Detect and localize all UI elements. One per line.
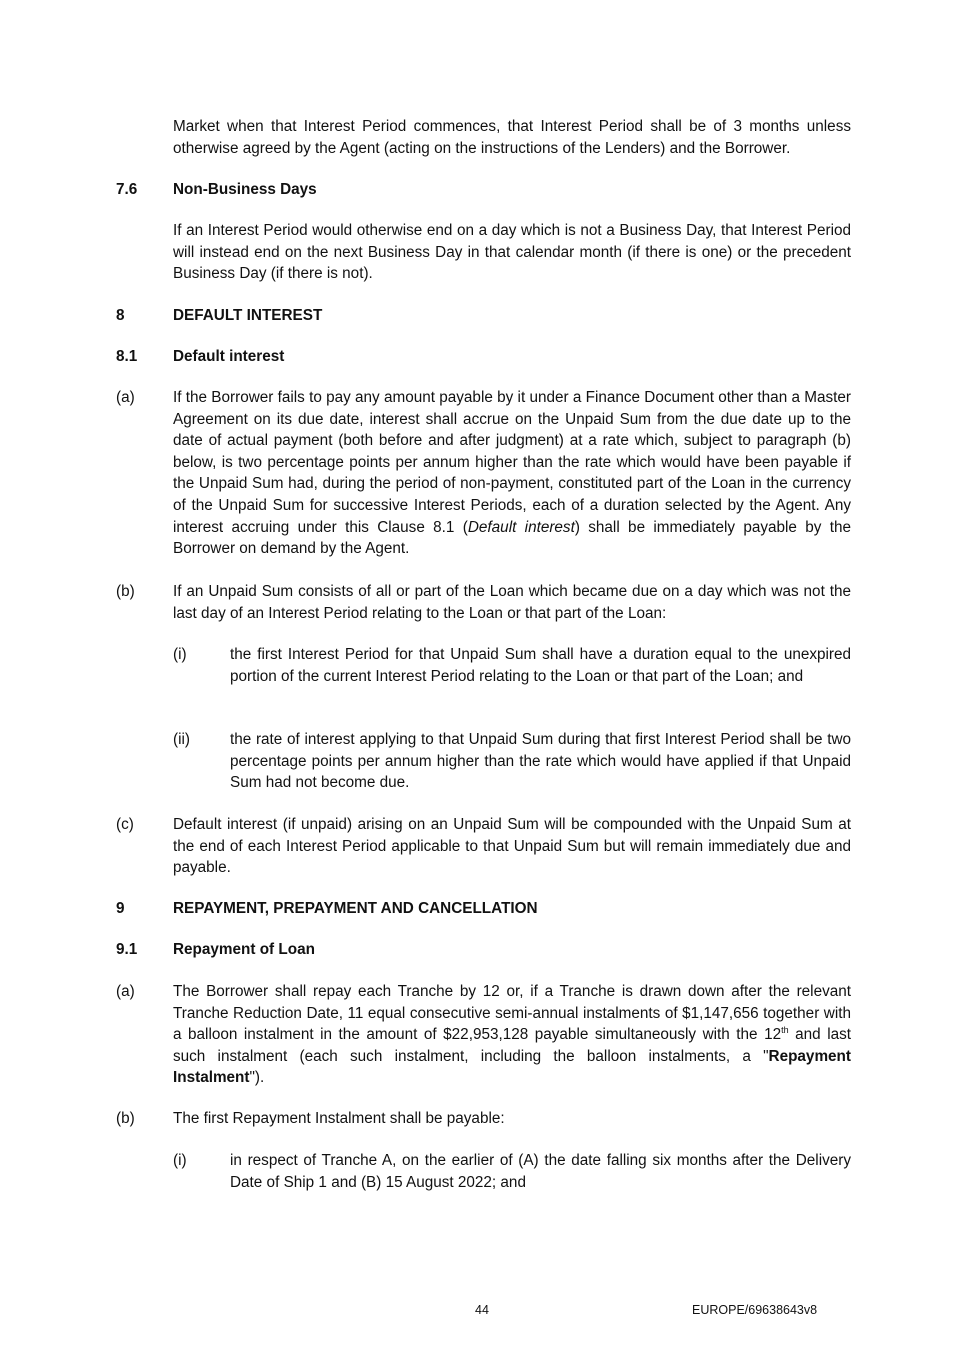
clause-9-1-a-label: (a) (116, 983, 135, 1000)
ordinal-superscript: th (781, 1025, 789, 1036)
section-9-1-number: 9.1 (116, 941, 138, 958)
defined-term-italic: Default interest (467, 518, 575, 536)
section-8-1-number: 8.1 (116, 348, 138, 365)
intro-paragraph: Market when that Interest Period commences, that Interest Period shall be of 3 months unless otherwise agreed by the Agent (acting on the instructions of the Lenders) and the Borrower. (173, 118, 851, 157)
clause-8-1-a-label: (a) (116, 389, 135, 406)
clause-9-1-b-i-label: (i) (173, 1152, 187, 1169)
section-8-title: DEFAULT INTEREST (173, 307, 323, 324)
section-9-number: 9 (116, 900, 125, 917)
clause-8-1-b-i-label: (i) (173, 646, 187, 663)
section-8-1-title: Default interest (173, 348, 285, 365)
section-7-6-number: 7.6 (116, 181, 138, 198)
clause-9-1-a-text: The Borrower shall repay each Tranche by 12 or, if a Tranche is drawn down after the relevant Tranche Reduction Date, 11 equal consecutive semi-annual instalments of $1,147,656 together with a balloon instalment in the amount of $22,953,128 payable simultaneously with the 12th and last such instalment (each such instalment, including the balloon instalments, a "Repayment Instalment"). (173, 983, 851, 1087)
section-9-1-title: Repayment of Loan (173, 941, 315, 958)
clause-8-1-c-label: (c) (116, 816, 134, 833)
clause-8-1-b-i-text: the first Interest Period for that Unpaid Sum shall have a duration equal to the unexpired portion of the current Interest Period relating to the Loan or that part of the Loan; and (230, 646, 851, 685)
clause-9-1-b-i-text: in respect of Tranche A, on the earlier of (A) the date falling six months after the Delivery Date of Ship 1 and (B) 15 August 2022; and (230, 1152, 851, 1191)
defined-term-bold: Repayment Instalment (173, 1047, 851, 1087)
section-7-6-body: If an Interest Period would otherwise end on a day which is not a Business Day, that Interest Period will instead end on the next Business Day in that calendar month (if there is one) or the precedent Business Day (if there is not). (173, 222, 851, 283)
clause-8-1-b-text: If an Unpaid Sum consists of all or part of the Loan which became due on a day which was not the last day of an Interest Period relating to the Loan or that part of the Loan: (173, 583, 851, 622)
document-reference: EUROPE/69638643v8 (692, 1303, 818, 1317)
clause-8-1-a-text: If the Borrower fails to pay any amount payable by it under a Finance Document other than a Master Agreement on its due date, interest shall accrue on the Unpaid Sum from the due date up to the date of actual payment (both before and after judgment) at a rate which, subject to paragraph (b) below, is two percentage points per annum higher than the rate which would have been payable if the Unpaid Sum had, during the period of non-payment, constituted part of the Loan in the currency of the Unpaid Sum for successive Interest Periods, each of a duration selected by the Agent. Any interest accruing under this Clause 8.1 (Default interest) shall be immediately payable by the Borrower on demand by the Agent. (173, 389, 852, 558)
page-number: 44 (475, 1303, 489, 1317)
section-8-number: 8 (116, 307, 125, 324)
clause-8-1-b-label: (b) (116, 583, 135, 600)
clause-9-1-b-label: (b) (116, 1110, 135, 1127)
section-9-title: REPAYMENT, PREPAYMENT AND CANCELLATION (173, 900, 538, 917)
clause-8-1-b-ii-label: (ii) (173, 731, 190, 748)
section-7-6-title: Non-Business Days (173, 181, 317, 198)
clause-8-1-b-ii-text: the rate of interest applying to that Unpaid Sum during that first Interest Period shall be two percentage points per annum higher than the rate which would have applied if that Unpaid Sum had not become due. (230, 731, 851, 792)
clause-8-1-c-text: Default interest (if unpaid) arising on an Unpaid Sum will be compounded with the Unpaid Sum at the end of each Interest Period applicable to that Unpaid Sum but will remain immediately due and payable. (173, 816, 851, 877)
clause-9-1-b-text: The first Repayment Instalment shall be payable: (173, 1110, 505, 1127)
